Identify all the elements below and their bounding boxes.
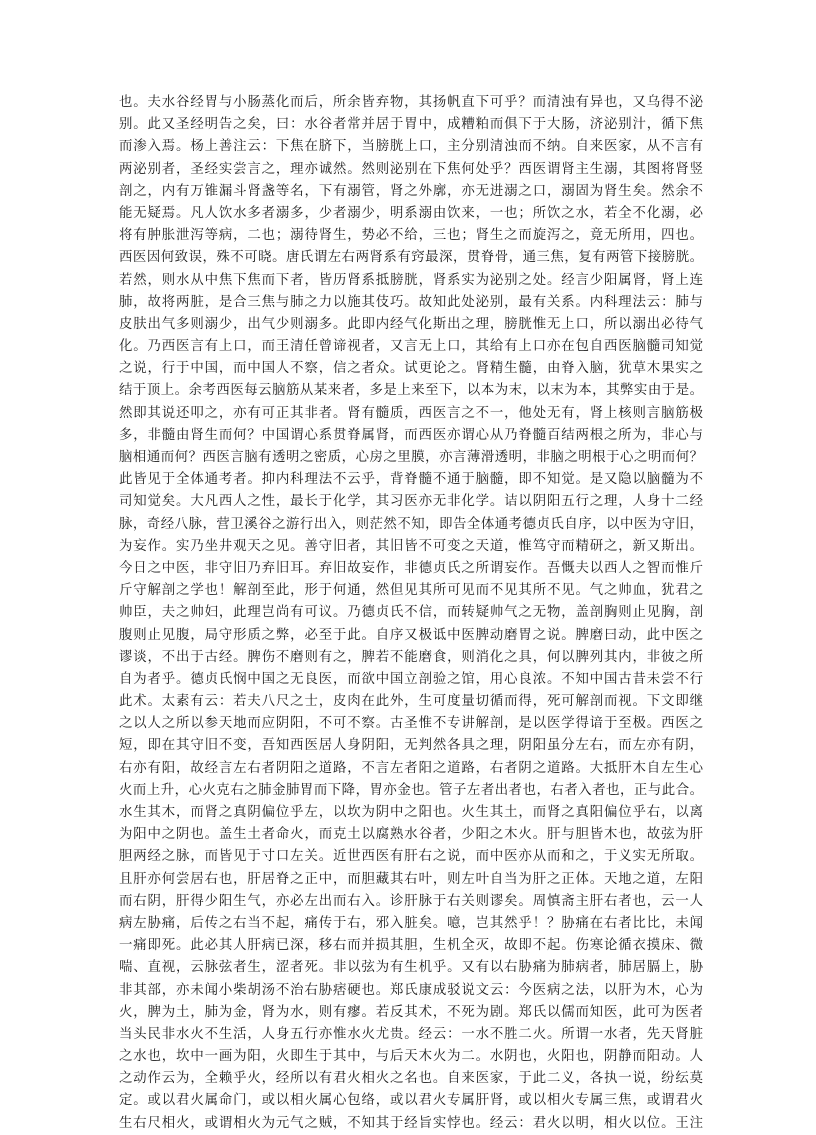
text-line: 胆两经之脉，而皆见于寸口左关。近世西医有肝右之说，而中医亦从而和之，于义实无所取。 bbox=[119, 849, 703, 865]
text-line: 之动作云为，全赖乎火，经所以有君火相火之名也。自来医家，于此二义，各执一说，纷纭莫 bbox=[119, 1071, 703, 1087]
text-line: 脉，奇经八脉，营卫溪谷之游行出入，则茫然不知，即告全体通考德贞氏自序，以中医为守旧， bbox=[119, 516, 703, 532]
text-line: 自为者乎。德贞氏悯中国之无良医，而欲中国立剖验之馆，用心良浓。不知中国古昔未尝不行 bbox=[119, 671, 703, 687]
text-line: 谬谈，不出于古经。脾伤不磨则有之，脾若不能磨食，则消化之具，何以脾列其内，非彼之所 bbox=[119, 649, 703, 665]
text-line: 定。或以君火属命门，或以相火属心包络，或以君火专属肝肾，或以相火专属三焦，或谓君火 bbox=[119, 1093, 703, 1109]
text-line: 水生其木，而肾之真阴偏位乎左，以坎为阴中之阳也。火生其土，而肾之真阳偏位乎右，以离 bbox=[119, 805, 703, 820]
text-line: 也。夫水谷经胃与小肠蒸化而后，所余皆弃物，其扬帆直下可乎？而清浊有异也，又乌得不泌 bbox=[119, 95, 703, 110]
text-line: 若然，则水从中焦下焦而下者，皆历肾系抵膀胱，肾系实为泌别之处。经言少阳属肾，肾上连 bbox=[119, 272, 703, 288]
text-line: 此术。太素有云：若夫八尺之士，皮肉在此外，生可度量切循而得，死可解剖而视。下文即继 bbox=[119, 694, 703, 710]
text-line: 且肝亦何尝居右也，肝居脊之正中，而胆藏其右叶，则左叶自当为肝之正体。天地之道，左阳 bbox=[119, 871, 703, 887]
text-line: 腹则止见腹，局守形质之弊，必至于此。自序又极诋中医脾动磨胃之说。脾磨曰动，此中医之 bbox=[119, 627, 703, 643]
text-line: 一痛即死。此必其人肝病已深，移右而并损其胆，生机全灭，故即不起。伤寒论循衣摸床、微 bbox=[119, 938, 703, 954]
text-line: 化。乃西医言有上口，而王清任曾谛视者，又言无上口，其给有上口亦在包自西医脑髓司知觉 bbox=[119, 339, 703, 355]
text-line: 而右阴，肝得少阳生气，亦必左出而右入。诊肝脉于右关则谬矣。周慎斋主肝右者也，云一人 bbox=[119, 893, 703, 909]
text-line: 皮肤出气多则溺少，出气少则溺多。此即内经气化斯出之理，膀胱惟无上口，所以溺出必待气 bbox=[119, 316, 703, 332]
text-line: 生右尺相火，或谓相火为元气之贼，不知其于经旨实悖也。经云：君火以明，相火以位。王注 bbox=[119, 1115, 703, 1131]
text-line: 能无疑焉。凡人饮水多者溺多，少者溺少，明系溺由饮来，一也；所饮之水，若全不化溺，必 bbox=[119, 205, 703, 221]
text-line: 非其部，亦未闻小柴胡汤不治右胁痞硬也。郑氏康成驳说文云：今医病之法，以肝为木，心为 bbox=[119, 982, 703, 998]
text-line: 病左胁痛，后传之右当不起，痛传于右，邪入脏矣。噫，岂其然乎！？胁痛在右者比比，未闻 bbox=[119, 915, 703, 931]
text-line: 别。此又圣经明告之矣，曰：水谷者常并居于胃中，成糟粕而俱下于大肠，济泌别汁，循下焦 bbox=[119, 117, 703, 133]
text-line: 司知觉矣。大凡西人之性，最长于化学，其习医亦无非化学。诘以阴阳五行之理，人身十二经 bbox=[119, 494, 703, 510]
body-text bbox=[119, 92, 703, 1135]
text-line: 当头民非水火不生活，人身五行亦惟水火尤贵。经云：一水不胜二火。所谓一水者，先天肾脏 bbox=[119, 1026, 703, 1042]
text-line: 之以人之所以参天地而应阴阳，不可不察。古圣惟不专讲解剖，是以医学得谙于至极。西医之 bbox=[119, 716, 703, 732]
text-line: 西医因何致误，殊不可晓。唐氏谓左右两肾系有窍最深，贯脊骨，通三焦，复有两管下接膀胱。 bbox=[119, 250, 703, 266]
text-line: 斤守解剖之学也！解剖至此，形于何通，然但见其所可见而不见其所不见。气之帅血，犹君之 bbox=[119, 583, 703, 599]
text-line: 多，非髓由肾生而何？中国谓心系贯脊属肾，而西医亦谓心从乃脊髓百结两根之所为，非心与 bbox=[119, 427, 703, 443]
text-line: 肺，故将两脏，是合三焦与肺之力以施其伎巧。故知此处泌别，最有关系。内科理法云：肺与 bbox=[119, 294, 703, 310]
text-line: 喘、直视，云脉弦者生，涩者死。非以弦为有生机乎。又有以右胁痛为肺病者，肺居膈上，胁 bbox=[119, 960, 703, 976]
text-line: 两泌别者，圣经实尝言之，理亦诚然。然则泌别在下焦何处乎？西医谓肾主生溺，其图将肾竖 bbox=[119, 161, 703, 177]
text-line: 脑相通而何？西医言脑有透明之密质，心房之里膜，亦言薄滑透明，非脑之明根于心之明而何？ bbox=[119, 450, 703, 465]
text-line: 剖之，内有万锥漏斗肾盏等名，下有溺管，肾之外廓，亦无进溺之口，溺固为肾生矣。然余不 bbox=[119, 183, 703, 199]
text-line: 帅臣，夫之帅妇，此理岂尚有可议。乃德贞氏不信，而转疑帅气之无物，盖剖胸则止见胸，剖 bbox=[119, 605, 703, 621]
text-line: 短，即在其守旧不变，吾知西医居人身阴阳，无判然各具之理，阴阳虽分左右，而左亦有阴， bbox=[119, 738, 703, 754]
text-line: 右亦有阳，故经言左右者阴阳之道路，不言左者阳之道路，右者阴之道路。大抵肝木自左生心 bbox=[119, 760, 703, 776]
text-line: 为妄作。实乃坐井观天之见。善守旧者，其旧皆不可变之天道，惟笃守而精研之，新又斯出。 bbox=[119, 538, 703, 554]
text-line: 而渗入焉。杨上善注云：下焦在脐下，当膀胱上口，主分别清浊而不纳。自来医家，从不言有 bbox=[119, 139, 703, 155]
text-line: 为阳中之阴也。盖生土者命火，而克土以腐熟水谷者，少阳之木火。肝与胆皆木也，故弦为肝 bbox=[119, 827, 703, 843]
text-line: 然即其说还叩之，亦有可正其非者。肾有髓质，西医言之不一，他处无有，肾上核则言脑筋极 bbox=[119, 405, 703, 421]
text-line: 结于顶上。余考西医每云脑筋从某来者，多是上来至下，以本为末，以末为本，其弊实由于是。 bbox=[119, 383, 703, 399]
text-line: 火而上升，心火克右之肺金肺胃而下降，胃亦金也。管子左者出者也，右者入者也，正与此合。 bbox=[119, 782, 703, 798]
text-line: 之说，行于中国，而中国人不察，信之者众。试更论之。肾精生髓，由脊入脑，犹草木果实之 bbox=[119, 361, 703, 377]
text-line: 此皆见于全体通考者。抑内科理法不云乎，背脊髓不通于脑髓，即不知觉。是又隐以脑髓为不 bbox=[119, 472, 703, 488]
text-line: 将有肿胀泄泻等病，二也；溺待肾生，势必不给，三也；肾生之而旋泻之，竟无所用，四也。 bbox=[119, 228, 703, 244]
text-line: 之水也，坎中一画为阳，火即生于其中，与后天木火为二。水阴也，火阳也，阴静而阳动。人 bbox=[119, 1049, 703, 1065]
text-line: 火，脾为土，肺为金，肾为水，则有瘳。若反其术，不死为剧。郑氏以儒而知医，此可为医者 bbox=[119, 1004, 703, 1020]
text-line: 今日之中医，非守旧乃弃旧耳。弃旧故妄作，非德贞氏之所谓妄作。吾慨夫以西人之智而惟斤 bbox=[119, 560, 703, 576]
